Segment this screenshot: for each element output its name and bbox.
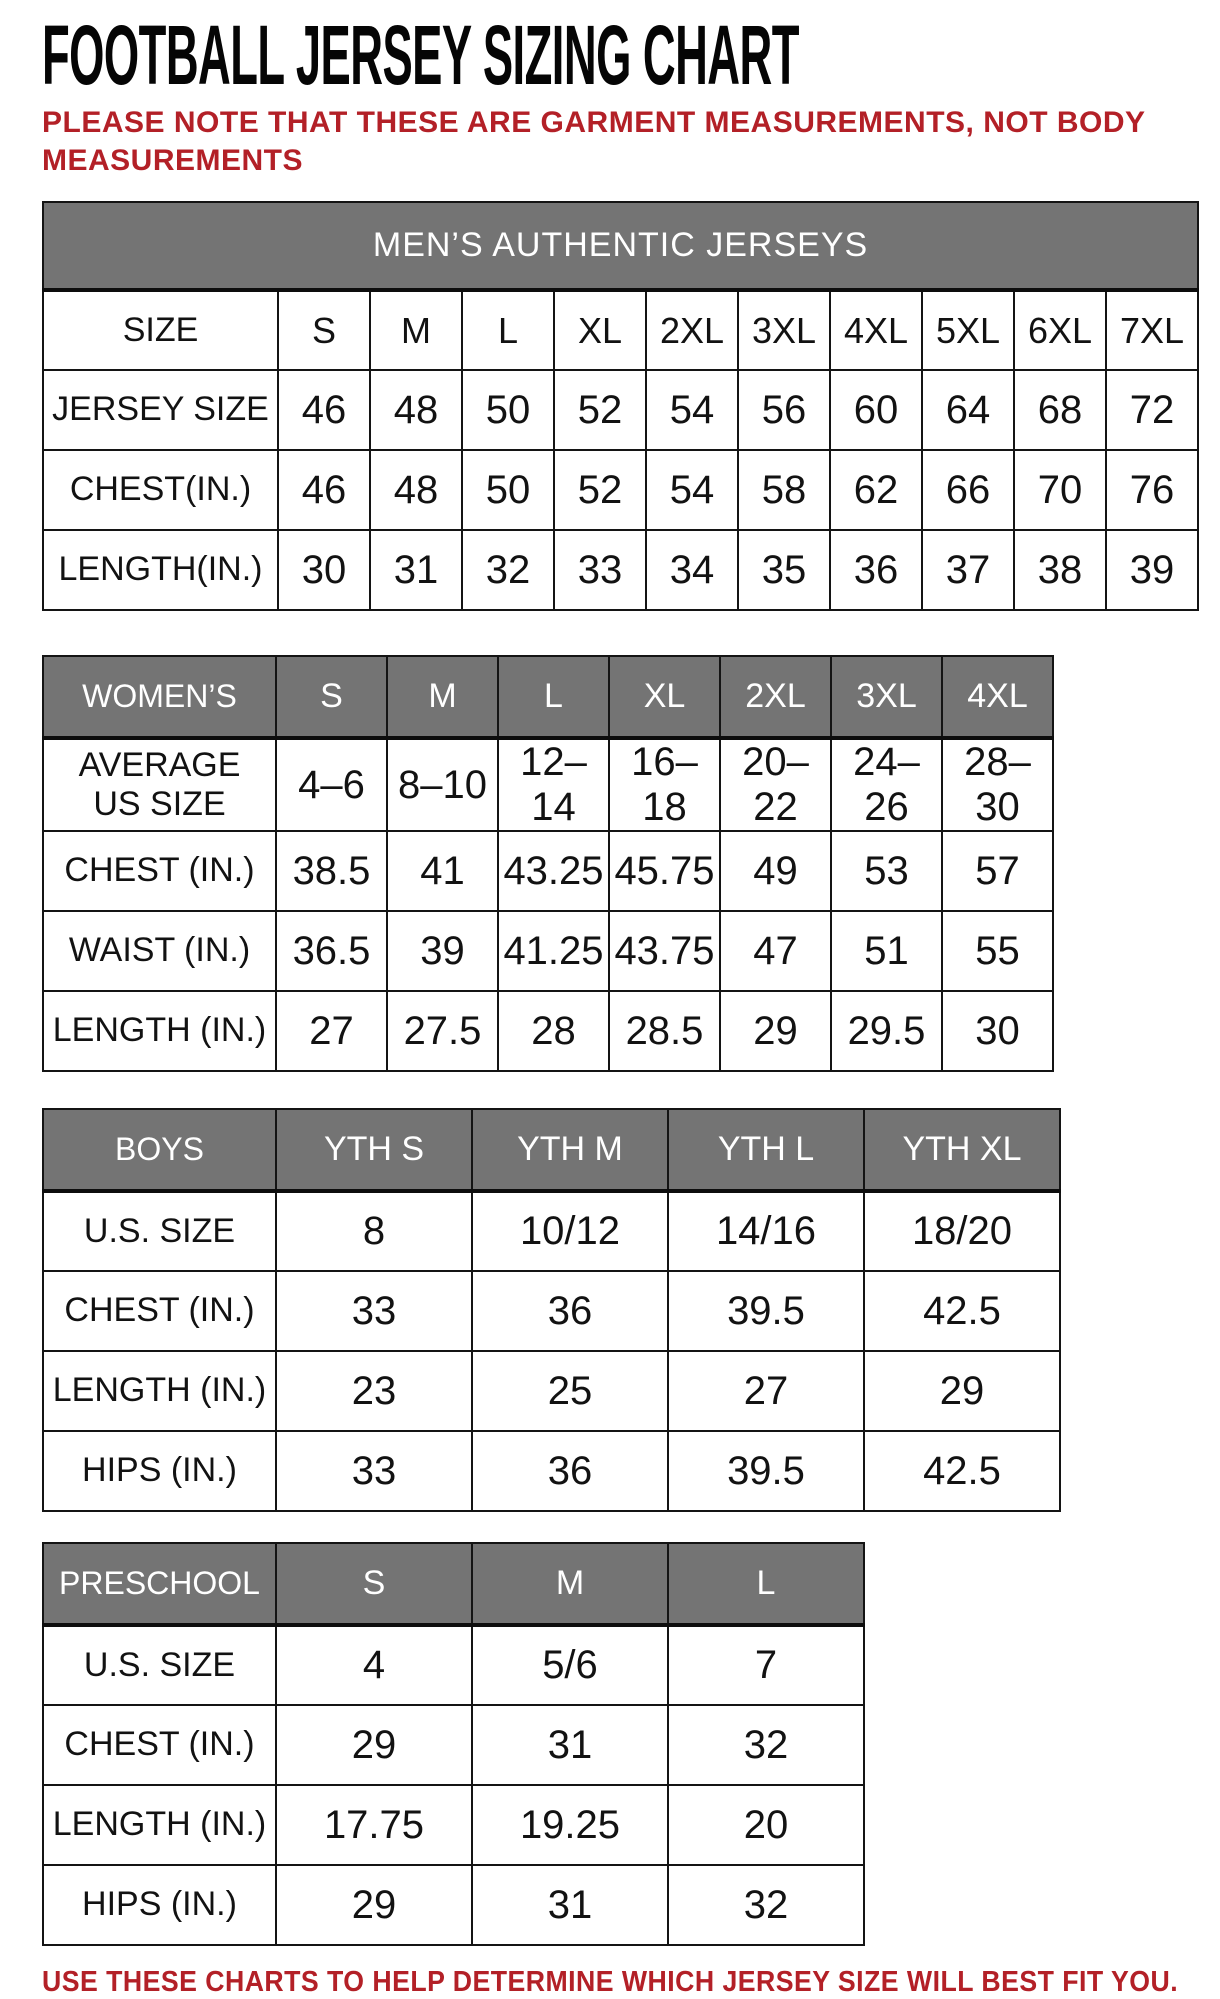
womens-cell-r2c4: 47: [720, 911, 831, 991]
womens-cell-r0c5: 24–26: [831, 738, 942, 831]
boys-cell-r2c2: 27: [668, 1351, 864, 1431]
womens-cell-r1c4: 49: [720, 831, 831, 911]
boys-column-header-0: YTH S: [276, 1109, 472, 1191]
mens-cell-r2c1: 48: [370, 450, 462, 530]
mens-table-title: MEN’S AUTHENTIC JERSEYS: [43, 202, 1198, 290]
mens-cell-r3c4: 34: [646, 530, 738, 610]
mens-row-label-1: JERSEY SIZE: [43, 370, 278, 450]
womens-row-2: [43, 911, 1053, 991]
preschool-row-label-3: HIPS (IN.): [43, 1865, 276, 1945]
preschool-header-label: PRESCHOOL: [43, 1543, 276, 1625]
boys-cell-r3c1: 36: [472, 1431, 668, 1511]
preschool-sizing-table: [42, 1542, 865, 1946]
womens-column-header-3: XL: [609, 656, 720, 738]
mens-cell-r0c5: 3XL: [738, 290, 830, 370]
womens-column-header-0: S: [276, 656, 387, 738]
boys-cell-r2c0: 23: [276, 1351, 472, 1431]
mens-cell-r1c7: 64: [922, 370, 1014, 450]
preschool-cell-r0c1: 5/6: [472, 1625, 668, 1705]
mens-cell-r0c7: 5XL: [922, 290, 1014, 370]
mens-header-row: [43, 202, 1198, 290]
mens-cell-r1c8: 68: [1014, 370, 1106, 450]
mens-cell-r0c8: 6XL: [1014, 290, 1106, 370]
womens-row-1: [43, 831, 1053, 911]
womens-cell-r0c0: 4–6: [276, 738, 387, 831]
womens-row-label-0: AVERAGE US SIZE: [43, 738, 276, 831]
boys-cell-r2c1: 25: [472, 1351, 668, 1431]
womens-cell-r0c4: 20–22: [720, 738, 831, 831]
mens-row-label-2: CHEST(IN.): [43, 450, 278, 530]
preschool-column-header-0: S: [276, 1543, 472, 1625]
womens-row-label-2: WAIST (IN.): [43, 911, 276, 991]
preschool-row-label-2: LENGTH (IN.): [43, 1785, 276, 1865]
mens-cell-r2c0: 46: [278, 450, 370, 530]
boys-row-label-3: HIPS (IN.): [43, 1431, 276, 1511]
preschool-cell-r3c1: 31: [472, 1865, 668, 1945]
mens-cell-r2c9: 76: [1106, 450, 1198, 530]
womens-cell-r1c3: 45.75: [609, 831, 720, 911]
womens-column-header-1: M: [387, 656, 498, 738]
mens-row-2: [43, 450, 1198, 530]
womens-cell-r3c6: 30: [942, 991, 1053, 1071]
mens-cell-r0c9: 7XL: [1106, 290, 1198, 370]
mens-cell-r1c9: 72: [1106, 370, 1198, 450]
boys-row-label-1: CHEST (IN.): [43, 1271, 276, 1351]
mens-cell-r3c7: 37: [922, 530, 1014, 610]
womens-cell-r2c6: 55: [942, 911, 1053, 991]
boys-row-label-2: LENGTH (IN.): [43, 1351, 276, 1431]
womens-cell-r1c2: 43.25: [498, 831, 609, 911]
boys-cell-r0c3: 18/20: [864, 1191, 1060, 1271]
mens-cell-r1c4: 54: [646, 370, 738, 450]
boys-row-3: [43, 1431, 1060, 1511]
mens-cell-r3c6: 36: [830, 530, 922, 610]
preschool-cell-r2c1: 19.25: [472, 1785, 668, 1865]
mens-row-1: [43, 370, 1198, 450]
mens-cell-r3c0: 30: [278, 530, 370, 610]
mens-cell-r0c2: L: [462, 290, 554, 370]
boys-row-2: [43, 1351, 1060, 1431]
boys-cell-r1c0: 33: [276, 1271, 472, 1351]
womens-cell-r1c6: 57: [942, 831, 1053, 911]
preschool-cell-r1c1: 31: [472, 1705, 668, 1785]
mens-cell-r2c6: 62: [830, 450, 922, 530]
mens-cell-r3c2: 32: [462, 530, 554, 610]
womens-cell-r3c0: 27: [276, 991, 387, 1071]
womens-cell-r3c5: 29.5: [831, 991, 942, 1071]
preschool-row-3: [43, 1865, 864, 1945]
mens-cell-r3c3: 33: [554, 530, 646, 610]
mens-cell-r1c0: 46: [278, 370, 370, 450]
preschool-cell-r3c2: 32: [668, 1865, 864, 1945]
mens-cell-r0c0: S: [278, 290, 370, 370]
preschool-row-label-1: CHEST (IN.): [43, 1705, 276, 1785]
mens-cell-r1c6: 60: [830, 370, 922, 450]
preschool-header-row: [43, 1543, 864, 1625]
boys-row-label-0: U.S. SIZE: [43, 1191, 276, 1271]
mens-cell-r3c9: 39: [1106, 530, 1198, 610]
boys-header-label: BOYS: [43, 1109, 276, 1191]
womens-cell-r0c6: 28–30: [942, 738, 1053, 831]
preschool-column-header-1: M: [472, 1543, 668, 1625]
preschool-cell-r2c0: 17.75: [276, 1785, 472, 1865]
mens-cell-r2c2: 50: [462, 450, 554, 530]
boys-cell-r1c1: 36: [472, 1271, 668, 1351]
preschool-row-2: [43, 1785, 864, 1865]
boys-cell-r3c3: 42.5: [864, 1431, 1060, 1511]
mens-cell-r2c3: 52: [554, 450, 646, 530]
mens-cell-r0c1: M: [370, 290, 462, 370]
womens-cell-r3c1: 27.5: [387, 991, 498, 1071]
womens-header-row: [43, 656, 1053, 738]
boys-column-header-1: YTH M: [472, 1109, 668, 1191]
womens-cell-r1c0: 38.5: [276, 831, 387, 911]
preschool-cell-r3c0: 29: [276, 1865, 472, 1945]
mens-cell-r2c7: 66: [922, 450, 1014, 530]
preschool-row-1: [43, 1705, 864, 1785]
mens-cell-r2c5: 58: [738, 450, 830, 530]
womens-row-0: [43, 738, 1053, 831]
mens-cell-r3c1: 31: [370, 530, 462, 610]
boys-row-1: [43, 1271, 1060, 1351]
womens-row-label-1: CHEST (IN.): [43, 831, 276, 911]
mens-cell-r1c5: 56: [738, 370, 830, 450]
boys-cell-r1c2: 39.5: [668, 1271, 864, 1351]
womens-cell-r3c3: 28.5: [609, 991, 720, 1071]
womens-cell-r2c5: 51: [831, 911, 942, 991]
boys-column-header-2: YTH L: [668, 1109, 864, 1191]
womens-cell-r3c2: 28: [498, 991, 609, 1071]
womens-column-header-6: 4XL: [942, 656, 1053, 738]
preschool-cell-r1c0: 29: [276, 1705, 472, 1785]
mens-row-0: [43, 290, 1198, 370]
boys-cell-r2c3: 29: [864, 1351, 1060, 1431]
boys-sizing-table-container: [42, 1108, 1220, 1512]
womens-header-label: WOMEN’S: [43, 656, 276, 738]
preschool-sizing-table-container: [42, 1542, 1220, 1946]
mens-cell-r2c4: 54: [646, 450, 738, 530]
mens-cell-r0c3: XL: [554, 290, 646, 370]
womens-cell-r0c2: 12–14: [498, 738, 609, 831]
mens-cell-r3c5: 35: [738, 530, 830, 610]
mens-cell-r0c4: 2XL: [646, 290, 738, 370]
womens-cell-r1c5: 53: [831, 831, 942, 911]
preschool-cell-r0c2: 7: [668, 1625, 864, 1705]
boys-cell-r3c0: 33: [276, 1431, 472, 1511]
mens-authentic-jerseys-table-container: [42, 201, 1220, 611]
mens-sizing-table: [42, 201, 1199, 611]
mens-row-3: [43, 530, 1198, 610]
boys-cell-r0c2: 14/16: [668, 1191, 864, 1271]
preschool-cell-r0c0: 4: [276, 1625, 472, 1705]
womens-cell-r2c1: 39: [387, 911, 498, 991]
mens-cell-r1c3: 52: [554, 370, 646, 450]
mens-cell-r1c2: 50: [462, 370, 554, 450]
womens-column-header-5: 3XL: [831, 656, 942, 738]
boys-column-header-3: YTH XL: [864, 1109, 1060, 1191]
garment-measurements-note: PLEASE NOTE THAT THESE ARE GARMENT MEASUREMENTS, NOT BODY MEASUREMENTS: [42, 106, 1146, 177]
mens-cell-r1c1: 48: [370, 370, 462, 450]
womens-cell-r1c1: 41: [387, 831, 498, 911]
boys-sizing-table: [42, 1108, 1061, 1512]
mens-cell-r0c6: 4XL: [830, 290, 922, 370]
womens-column-header-4: 2XL: [720, 656, 831, 738]
womens-cell-r2c2: 41.25: [498, 911, 609, 991]
womens-column-header-2: L: [498, 656, 609, 738]
boys-header-row: [43, 1109, 1060, 1191]
mens-cell-r2c8: 70: [1014, 450, 1106, 530]
womens-sizing-table: [42, 655, 1054, 1072]
womens-cell-r3c4: 29: [720, 991, 831, 1071]
boys-cell-r0c0: 8: [276, 1191, 472, 1271]
preschool-cell-r2c2: 20: [668, 1785, 864, 1865]
womens-row-label-3: LENGTH (IN.): [43, 991, 276, 1071]
boys-cell-r1c3: 42.5: [864, 1271, 1060, 1351]
preschool-row-label-0: U.S. SIZE: [43, 1625, 276, 1705]
womens-cell-r0c1: 8–10: [387, 738, 498, 831]
womens-cell-r2c3: 43.75: [609, 911, 720, 991]
womens-sizing-table-container: [42, 655, 1220, 1072]
womens-row-3: [43, 991, 1053, 1071]
boys-row-0: [43, 1191, 1060, 1271]
boys-cell-r3c2: 39.5: [668, 1431, 864, 1511]
womens-cell-r2c0: 36.5: [276, 911, 387, 991]
page-title: FOOTBALL JERSEY SIZING CHART: [42, 8, 799, 102]
mens-cell-r3c8: 38: [1014, 530, 1106, 610]
preschool-row-0: [43, 1625, 864, 1705]
mens-row-label-0: SIZE: [43, 290, 278, 370]
womens-cell-r0c3: 16–18: [609, 738, 720, 831]
mens-row-label-3: LENGTH(IN.): [43, 530, 278, 610]
boys-cell-r0c1: 10/12: [472, 1191, 668, 1271]
preschool-cell-r1c2: 32: [668, 1705, 864, 1785]
preschool-column-header-2: L: [668, 1543, 864, 1625]
fit-advice-footer: USE THESE CHARTS TO HELP DETERMINE WHICH JERSEY SIZE WILL BEST FIT YOU.: [42, 1966, 1179, 1998]
